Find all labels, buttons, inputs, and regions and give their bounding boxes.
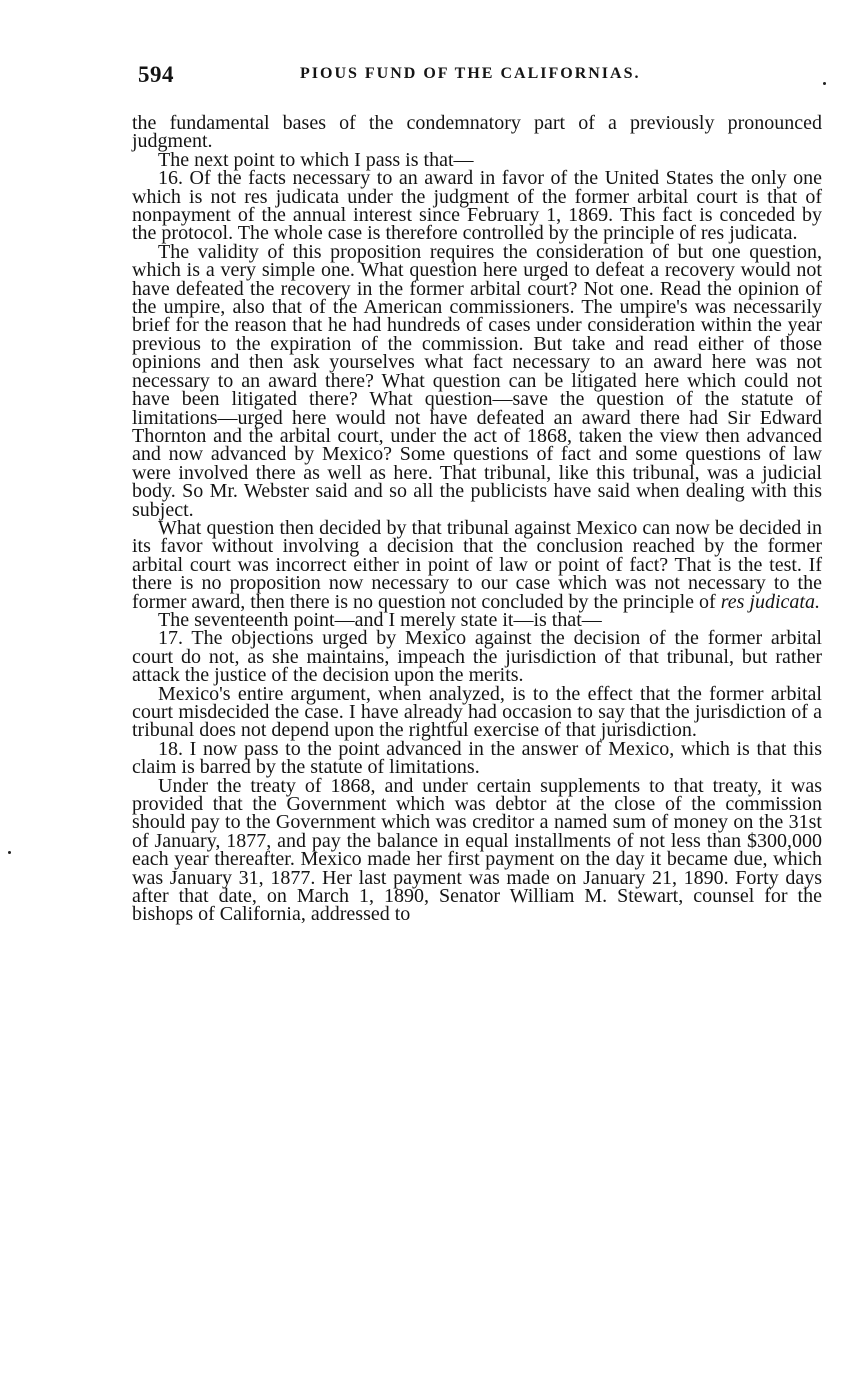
scan-speck	[823, 82, 826, 85]
scan-speck	[8, 851, 11, 854]
paragraph: Mexico's entire argument, when analyzed, is to the effect that the former arbital court misdecided the case. I have already had occasion to say that the jurisdiction of a tribunal does not depend upon the rightful exercise of that jurisdiction.	[132, 682, 822, 742]
paragraph: 16. Of the facts necessary to an award in favor of the United States the only one which is not res judicata under the judgment of the former arbital court is that of nonpayment of the annual interest since February 1, 1869. This fact is conceded by the protocol. The whole case is therefore controlled by the principle of res judicata.	[132, 167, 822, 245]
body-text	[132, 114, 822, 924]
page-number: 594	[138, 62, 174, 87]
paragraph-text: What question then decided by that tribunal against Mexico can now be decided in its favor without involving a decision that the conclusion reached by the former arbital court was incorrect either in point of law or point of fact? That is the test. If there is no proposition now necessary to our case which was not necessary to the former award, then there is no question not concluded by the principle of	[132, 516, 822, 613]
paragraph	[132, 516, 822, 613]
paragraph: 17. The objections urged by Mexico against the decision of the former arbital court do not, as she maintains, impeach the jurisdiction of that tribunal, but rather attack the justice of the decision upon the merits.	[132, 627, 822, 687]
paragraph: The next point to which I pass is that—	[158, 148, 474, 171]
running-head: PIOUS FUND OF THE CALIFORNIAS.	[300, 65, 641, 82]
paragraph: The validity of this proposition requires the consideration of but one question, which is a very simple one. What question here urged to defeat a recovery would not have defeated the recovery in the former arbital court? Not one. Read the opinion of the umpire, also that of the American commissioners. The umpire's was necessarily brief for the reason that he had hundreds of cases under consideration within the year previous to the expiration of the commission. But take and read either of those opinions and then ask yourselves what fact necessary to an award here was not necessary to an award there? What question can be litigated here which could not have been litigated there? What question—save the question of the statute of limitations—urged here would not have defeated an award there had Sir Edward Thornton and the arbital court, under the act of 1868, taken the view then advanced and now advanced by Mexico? Some questions of fact and some questions of law were involved there as well as here. That tribunal, like this tribunal, was a judicial body. So Mr. Webster said and so all the publicists have said when dealing with this subject.	[132, 240, 822, 521]
paragraph-italic-term: res judicata.	[720, 590, 820, 613]
paragraph: The seventeenth point—and I merely state it—is that—	[158, 608, 602, 631]
page-header	[138, 62, 821, 92]
paragraph: Under the treaty of 1868, and under certain supplements to that treaty, it was provided that the Government which was debtor at the close of the commission should pay to the Government which was creditor a named sum of money on the 31st of January, 1877, and pay the balance in equal installments of not less than $300,000 each year thereafter. Mexico made her first payment on the day it became due, which was January 31, 1877. Her last payment was made on January 21, 1890. Forty days after that date, on March 1, 1890, Senator William M. Stewart, counsel for the bishops of California, addressed to	[132, 774, 822, 926]
paragraph: 18. I now pass to the point advanced in the answer of Mexico, which is that this claim is barred by the statute of limitations.	[132, 737, 822, 779]
paragraph: the fundamental bases of the condemnatory part of a previously pronounced judgment.	[132, 112, 822, 153]
